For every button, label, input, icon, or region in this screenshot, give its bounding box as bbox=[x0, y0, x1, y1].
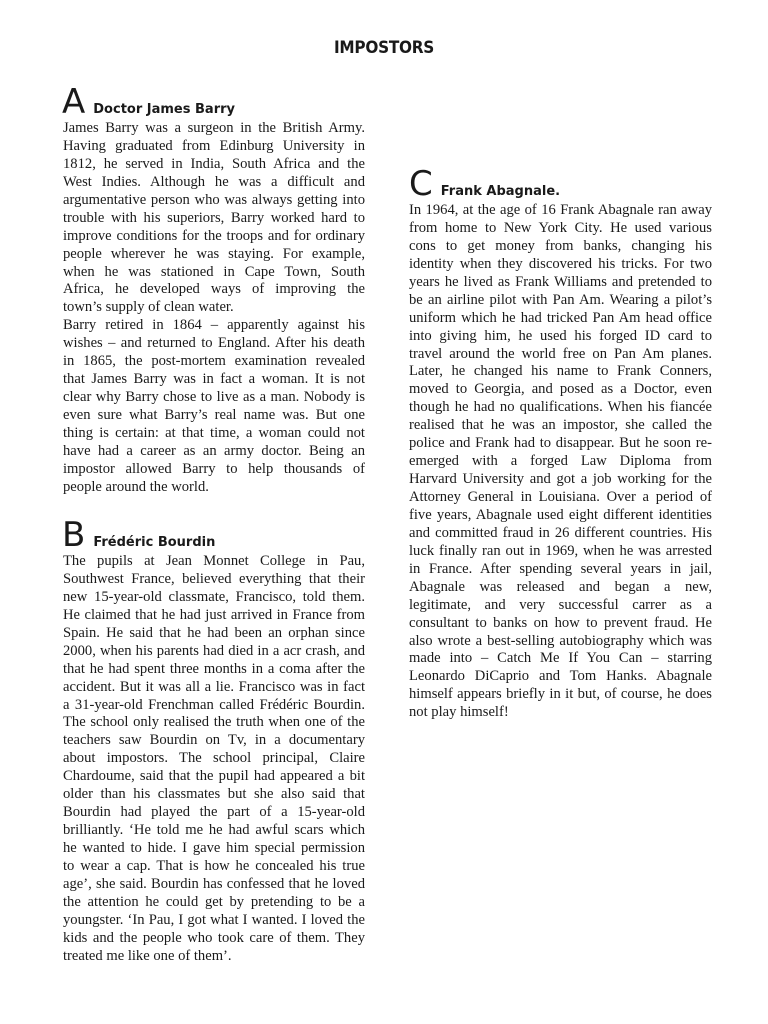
section-b-body bbox=[63, 553, 365, 966]
paragraph-line: improve conditions for the troops and for ordinary bbox=[63, 227, 365, 244]
paragraph-line: though he had no qualifications. When his fiancée bbox=[409, 399, 712, 416]
paragraph-line: he wanted to hide. I gave him special permission bbox=[63, 840, 365, 856]
section-a-body bbox=[63, 120, 365, 497]
paragraph-line: Harvard University and got a job working for the bbox=[409, 471, 712, 488]
paragraph-line: years he lived as Frank Williams and pretended to bbox=[409, 273, 712, 290]
paragraph-line: not play himself! bbox=[409, 704, 509, 721]
paragraph-line: older than his classmates but she also said that bbox=[63, 786, 365, 803]
paragraph-line: treated me like one of them’. bbox=[63, 947, 232, 964]
paragraph-line: The school only realised the truth when one of the bbox=[63, 714, 365, 731]
paragraph-line: In 1964, at the age of 16 Frank Abagnale ran away bbox=[409, 202, 712, 218]
paragraph-line: Attorney General in Louisiana. Over a period of bbox=[409, 489, 712, 505]
paragraph-line: luck finally ran out in 1969, when he was arrested bbox=[409, 542, 712, 559]
paragraph-line: cons to get money from banks, changing his bbox=[409, 237, 712, 254]
paragraph-line: himself appears briefly in it but, of course, he does bbox=[409, 686, 712, 703]
paragraph-line: made into – Catch Me If You Can – starring bbox=[409, 650, 712, 667]
paragraph-line: and committed fraud in 26 different countries. His bbox=[409, 524, 712, 541]
paragraph-line: moved to Georgia, and posed as a Doctor, even bbox=[409, 381, 712, 398]
paragraph-line: Later, he changed his name to Frank Conners, bbox=[409, 363, 712, 380]
section-c-body bbox=[409, 202, 712, 722]
paragraph-line: Having graduated from Edinburg University in bbox=[63, 137, 365, 154]
paragraph-line: wishes – and returned to England. After his death bbox=[63, 335, 365, 352]
paragraph-line: from home to New York City. He used various bbox=[409, 219, 712, 236]
paragraph-line: brilliantly. ‘He told me he had awful scars which bbox=[63, 822, 365, 839]
paragraph-line: when he was stationed in Cape Town, South bbox=[63, 263, 365, 280]
paragraph-line: accident. But it was all a lie. Francisco was in fact bbox=[63, 678, 365, 695]
page-title: IMPOSTORS bbox=[334, 38, 434, 58]
paragraph-line: five years, Abagnale used eight different identities bbox=[409, 506, 712, 523]
paragraph-line: trouble with his superiors, Barry worked hard to bbox=[63, 209, 365, 226]
section-b-heading bbox=[62, 515, 215, 555]
paragraph-line: James Barry was a surgeon in the British Army. bbox=[63, 120, 365, 136]
paragraph-line: Abagnale was released and began a new, bbox=[409, 578, 712, 595]
paragraph-line: even sure what Barry’s real name was. But one bbox=[63, 407, 365, 423]
section-letter: A bbox=[62, 82, 86, 122]
paragraph-line: to wear a cap. That is how he concealed his true bbox=[63, 857, 365, 874]
paragraph-line: uniform which he had tricked Pan Am head office bbox=[409, 309, 712, 326]
paragraph-line: people around the world. bbox=[63, 478, 209, 495]
paragraph-line: teachers saw Bourdin on Tv, in a documentary bbox=[63, 732, 365, 749]
paragraph-line: age’, she said. Bourdin has confessed that he loved bbox=[63, 875, 365, 892]
section-name: Frédéric Bourdin bbox=[93, 535, 216, 550]
paragraph-line: legitimate, and very successful carrer as a bbox=[409, 596, 712, 613]
section-c-heading bbox=[409, 164, 560, 204]
paragraph-line: thing is certain: at that time, a woman could not bbox=[63, 424, 365, 441]
paragraph-line: Bourdin had played the part of a 15-year-old bbox=[63, 804, 365, 821]
paragraph-line: that he had spent three months in a coma after the bbox=[63, 660, 365, 677]
paragraph-line: West Indies. Although he was a difficult and bbox=[63, 173, 365, 190]
paragraph-line: people wherever he was staying. For example, bbox=[63, 245, 365, 262]
paragraph-line: realised that he was an impostor, she called the bbox=[409, 417, 712, 434]
section-name: Doctor James Barry bbox=[93, 102, 235, 117]
paragraph-line: consultant to banks on how to prevent fraud. He bbox=[409, 614, 712, 631]
paragraph-line: police and Frank had to disappear. But he soon re- bbox=[409, 435, 712, 452]
paragraph-line: identity when they discovered his tricks. For two bbox=[409, 255, 712, 272]
paragraph-line: that James Barry was in fact a woman. It is not bbox=[63, 371, 365, 388]
section-name: Frank Abagnale. bbox=[440, 184, 561, 199]
section-letter: B bbox=[62, 515, 86, 555]
paragraph-line: youngster. ‘In Pau, I got what I wanted. I loved the bbox=[63, 911, 365, 928]
paragraph-line: in 1865, the post-mortem examination revealed bbox=[63, 353, 365, 370]
paragraph-line: in France. After spending several years in jail, bbox=[409, 560, 712, 577]
paragraph-line: 2000, when his parents had died in a acr crash, and bbox=[63, 642, 365, 659]
paragraph-line: clear why Barry chose to live as a man. Nobody is bbox=[63, 389, 365, 406]
paragraph-line: The pupils at Jean Monnet College in Pau, bbox=[63, 553, 365, 569]
section-a-heading bbox=[62, 82, 235, 122]
paragraph-line: 1812, he served in India, South Africa and the bbox=[63, 155, 365, 172]
paragraph-line: about impostors. The school principal, Claire bbox=[63, 750, 365, 767]
paragraph-line: new 15-year-old classmate, Francisco, told them. bbox=[63, 588, 365, 605]
paragraph-line: Spain. He said that he had been an orphan since bbox=[63, 624, 365, 641]
paragraph-line: Chardoume, said that the pupil had appeared a bit bbox=[63, 768, 365, 785]
paragraph-line: also wrote a best-selling autobiography which was bbox=[409, 632, 712, 649]
paragraph-line: Southwest France, believed everything that their bbox=[63, 570, 365, 587]
paragraph-line: Barry retired in 1864 – apparently against his bbox=[63, 317, 365, 334]
paragraph-line: be an airline pilot with Pan Am. Wearing a pilot’s bbox=[409, 291, 712, 308]
paragraph-line: into giving him, he used his forged ID card to bbox=[409, 327, 712, 344]
paragraph-line: town’s supply of clean water. bbox=[63, 299, 234, 316]
paragraph-line: Leonardo DiCaprio and Tom Hanks. Abagnale bbox=[409, 668, 712, 685]
paragraph-line: kids and the people who took care of them. They bbox=[63, 929, 365, 946]
paragraph-line: He claimed that he had just arrived in France from bbox=[63, 606, 365, 623]
section-letter: C bbox=[409, 164, 433, 204]
paragraph-line: a 31-year-old Frenchman called Frédéric Bourdin. bbox=[63, 696, 365, 713]
paragraph-line: argumentative person who was always getting into bbox=[63, 191, 365, 208]
paragraph-line: impostor allowed Barry to help thousands of bbox=[63, 460, 365, 477]
paragraph-line: the attention he could get by pretending to be a bbox=[63, 893, 365, 910]
paragraph-line: Africa, he developed ways of improving the bbox=[63, 281, 365, 298]
paragraph-line: have had a career as an army doctor. Being an bbox=[63, 442, 365, 459]
paragraph-line: travel around the world free on Pan Am planes. bbox=[409, 345, 712, 362]
paragraph-line: emerged with a forged Law Diploma from bbox=[409, 453, 712, 470]
